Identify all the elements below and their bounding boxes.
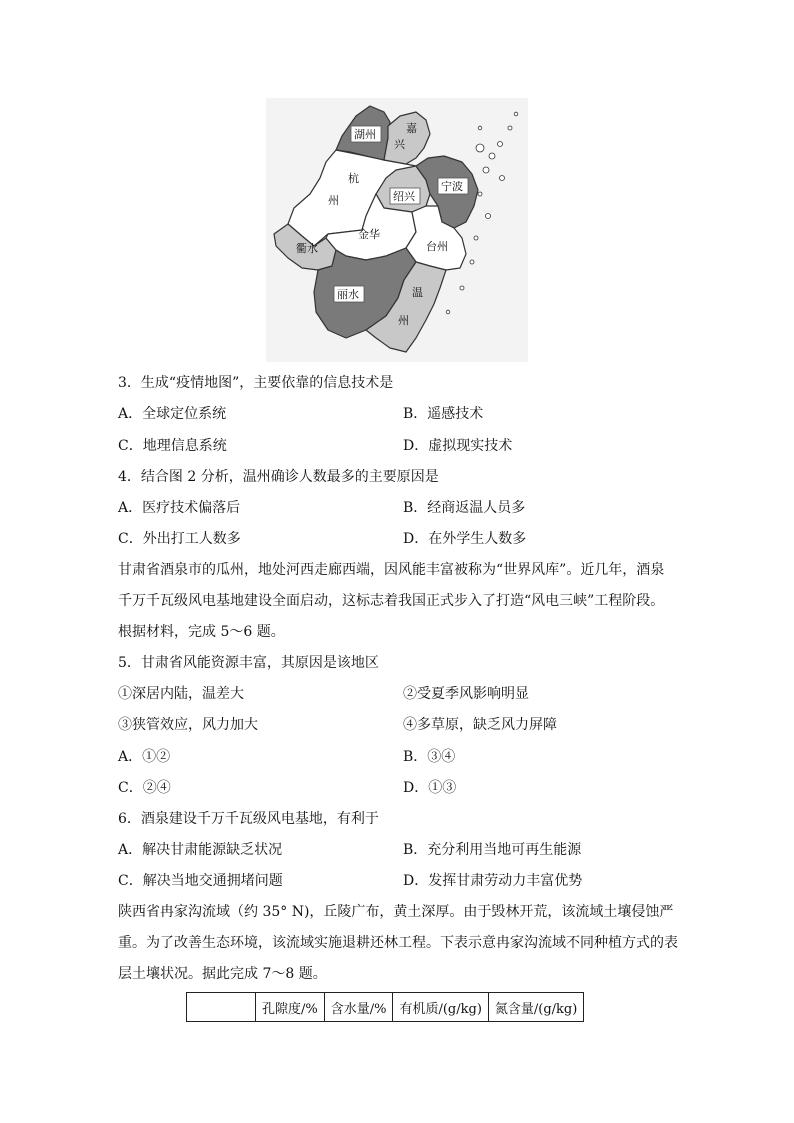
label-jinhua: 金华: [358, 228, 380, 241]
q4-option-b: B．经商返温人员多: [403, 500, 526, 516]
label-jiaxing-1: 嘉: [406, 122, 417, 135]
label-wenzhou-2: 州: [398, 314, 409, 327]
q5-option-b: B．③④: [403, 749, 456, 765]
passage2-line1: 陕西省冉家沟流域（约 35° N)，丘陵广布，黄土深厚。由于毁林开荒，该流域土壤侵蚀严: [118, 904, 674, 920]
q4-option-a: A．医疗技术偏落后: [118, 500, 241, 516]
q3-option-c: C．地理信息系统: [118, 438, 227, 454]
passage1-line3: 根据材料，完成 5～6 题。: [118, 624, 285, 640]
q6-option-b: B．充分利用当地可再生能源: [403, 842, 582, 858]
label-hangzhou-1: 杭: [348, 172, 359, 185]
q5-option-c: C．②④: [118, 780, 171, 796]
passage1-line1: 甘肃省酒泉市的瓜州，地处河西走廊西端，因风能丰富被称为“世界风库”。近几年，酒泉: [118, 562, 665, 578]
table-header-water: 含水量/%: [324, 993, 393, 1022]
label-quzhou: 衢水: [296, 242, 318, 255]
q6-option-d: D．发挥甘肃劳动力丰富优势: [403, 873, 583, 889]
q3-option-a: A．全球定位系统: [118, 406, 227, 422]
label-wenzhou-1: 温: [412, 286, 423, 299]
q4-option-c: C．外出打工人数多: [118, 531, 241, 547]
label-huzhou: 湖州: [354, 128, 376, 141]
table-header-porosity: 孔隙度/%: [256, 993, 325, 1022]
label-ningbo: 宁波: [441, 180, 463, 193]
q5-item-1: ①深居内陆，温差大: [118, 686, 244, 702]
passage2-line3: 层土壤状况。据此完成 7～8 题。: [118, 966, 327, 982]
label-jiaxing-2: 兴: [394, 138, 405, 151]
q4-stem: 4．结合图 2 分析，温州确诊人数最多的主要原因是: [118, 469, 439, 485]
q5-stem: 5．甘肃省风能资源丰富，其原因是该地区: [118, 655, 379, 671]
q6-stem: 6．酒泉建设千万千瓦级风电基地，有利于: [118, 811, 379, 827]
q3-stem: 3．生成“疫情地图”，主要依靠的信息技术是: [118, 375, 394, 391]
label-hangzhou-2: 州: [328, 194, 339, 207]
label-shaoxing: 绍兴: [393, 190, 415, 203]
q6-option-c: C．解决当地交通拥堵问题: [118, 873, 283, 889]
label-taizhou: 台州: [426, 240, 448, 253]
q6-option-a: A．解决甘肃能源缺乏状况: [118, 842, 283, 858]
soil-table: [186, 992, 584, 1022]
passage1-line2: 千万千瓦级风电基地建设全面启动，这标志着我国正式步入了打造“风电三峡”工程阶段。: [118, 593, 665, 609]
table-header-row: [187, 993, 584, 1022]
q5-option-d: D．①③: [403, 780, 457, 796]
q3-option-b: B．遥感技术: [403, 406, 484, 422]
zhejiang-map: [266, 98, 528, 362]
q4-option-d: D．在外学生人数多: [403, 531, 527, 547]
q3-option-d: D．虚拟现实技术: [403, 438, 513, 454]
q5-item-4: ④多草原，缺乏风力屏障: [403, 717, 557, 733]
label-lishui: 丽水: [337, 288, 359, 301]
q5-option-a: A．①②: [118, 749, 171, 765]
table-header-organic: 有机质/(g/kg): [393, 993, 488, 1022]
table-header-nitrogen: 氮含量/(g/kg): [488, 993, 583, 1022]
table-header-blank: [187, 993, 256, 1022]
q5-item-3: ③狭管效应，风力加大: [118, 717, 258, 733]
q5-item-2: ②受夏季风影响明显: [403, 686, 529, 702]
passage2-line2: 重。为了改善生态环境，该流域实施退耕还林工程。下表示意冉家沟流域不同种植方式的表: [118, 935, 678, 951]
